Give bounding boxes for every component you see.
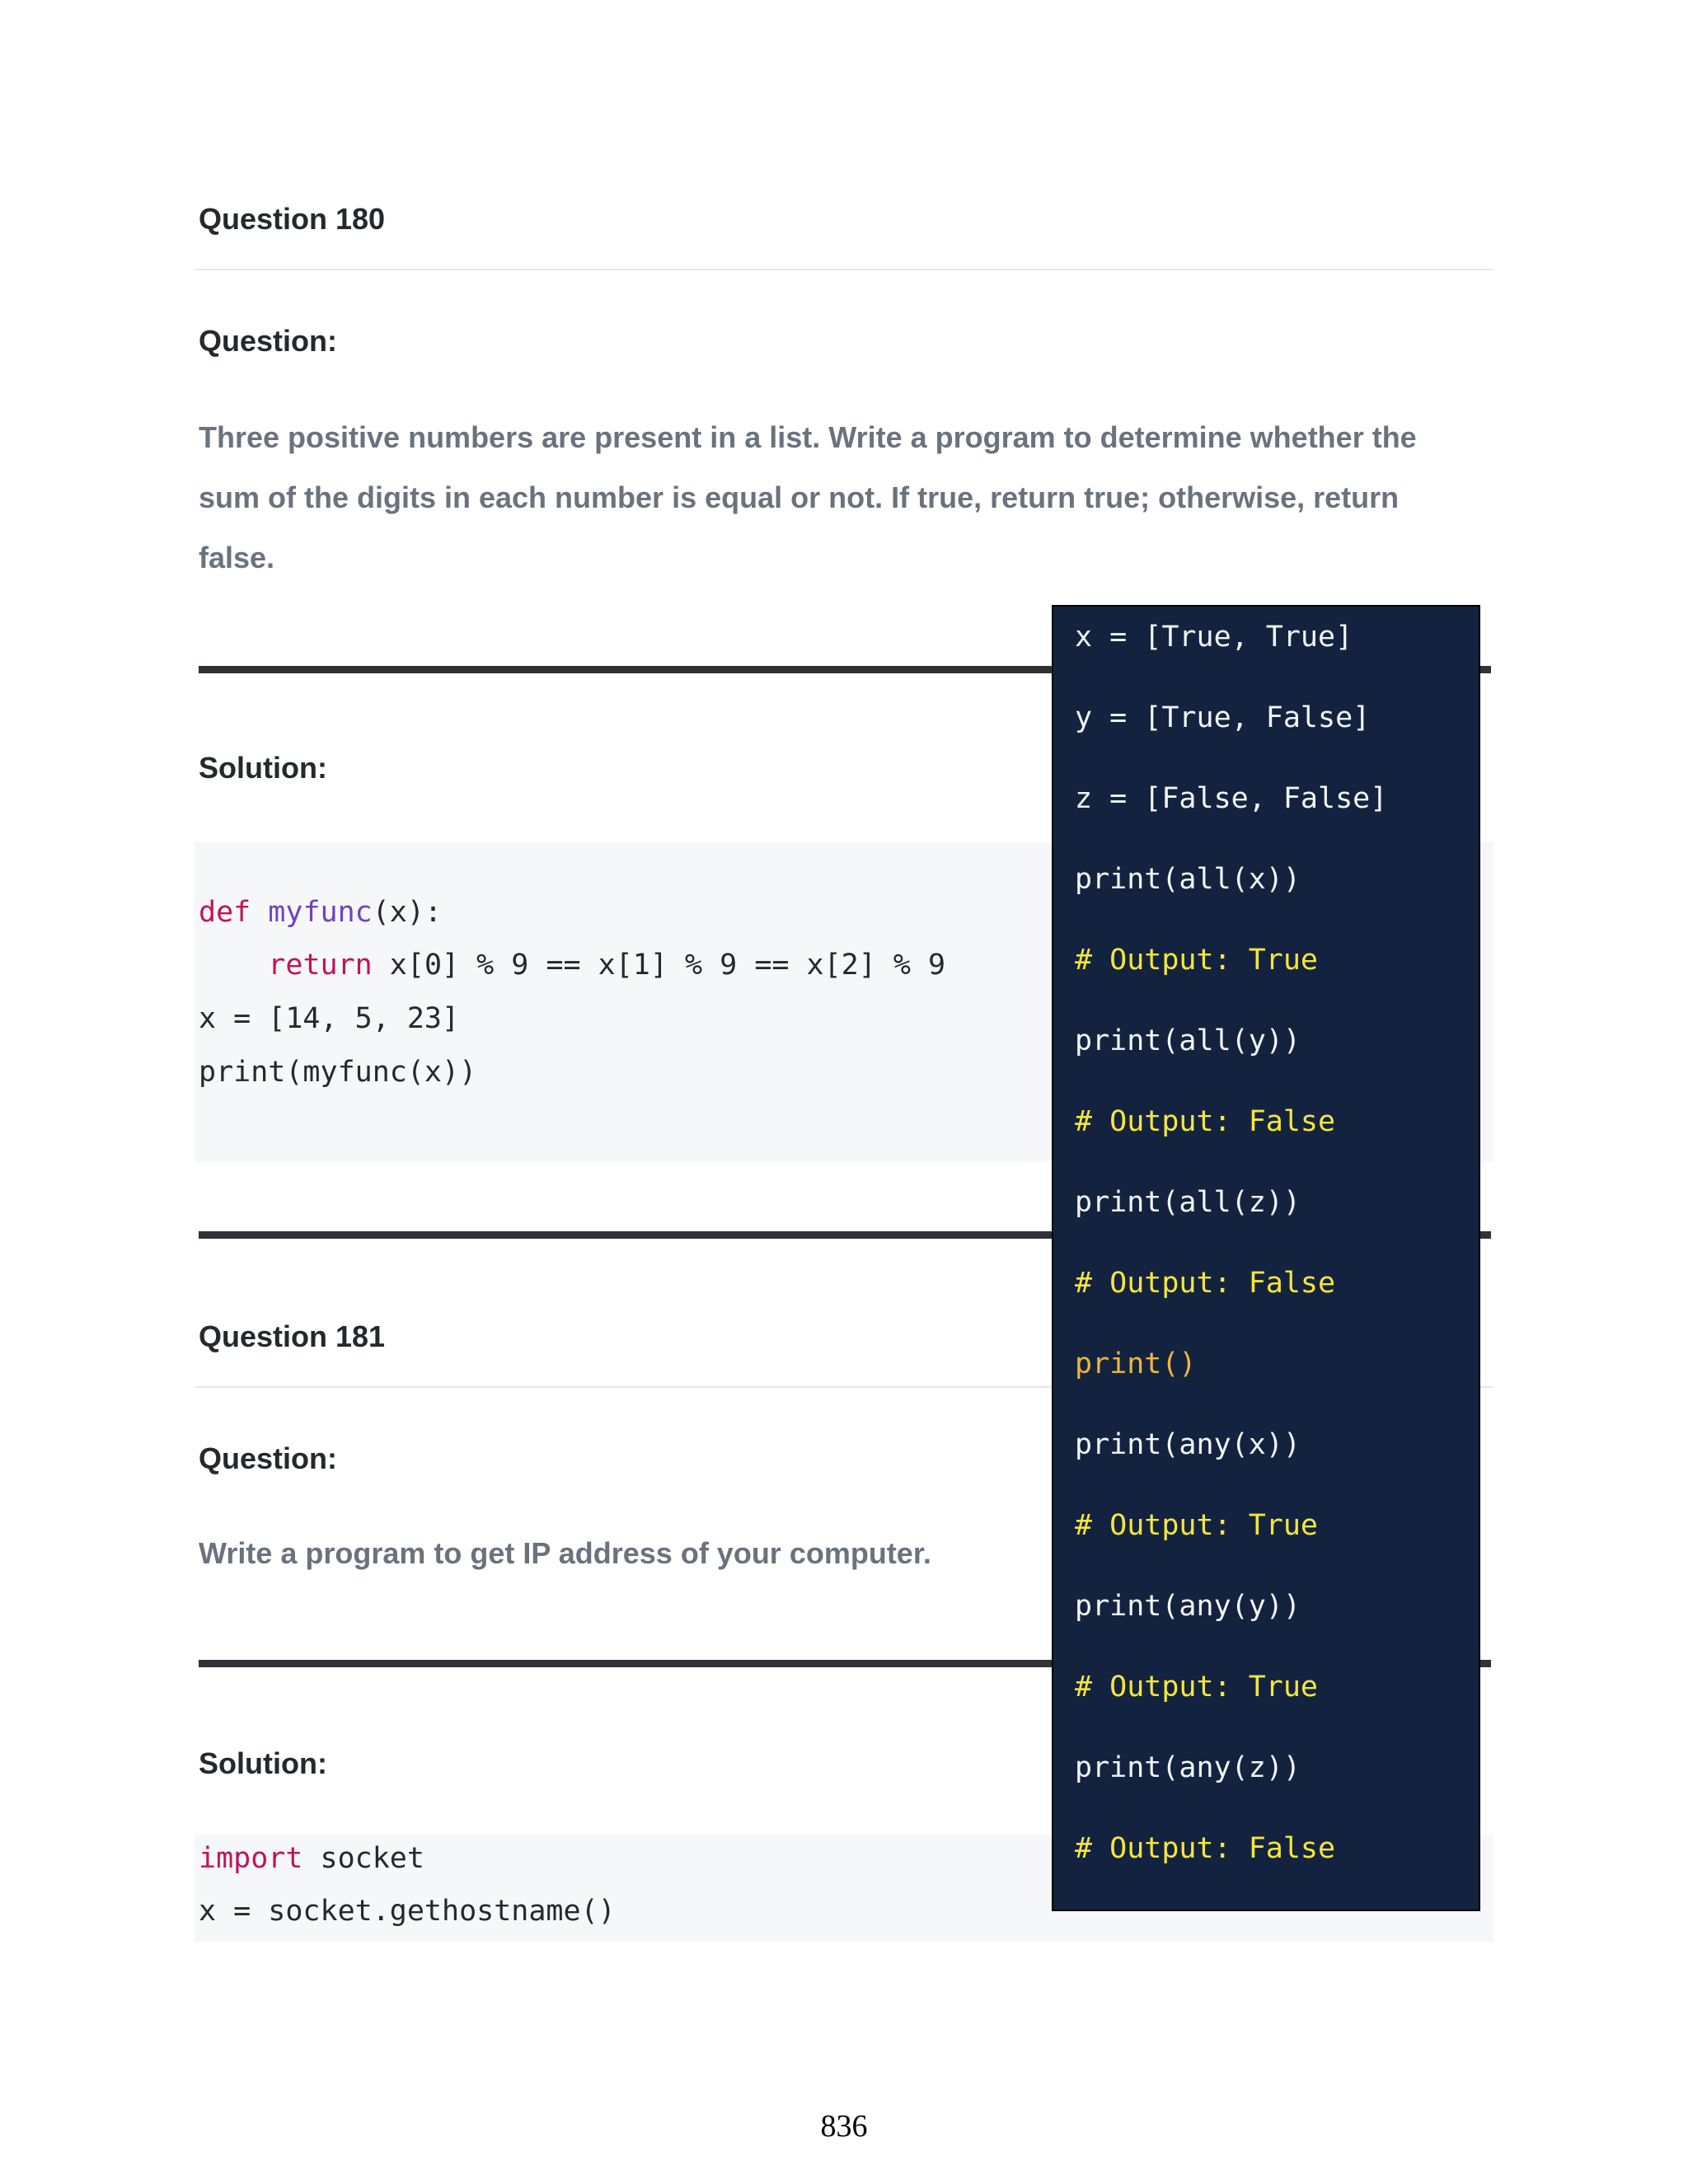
overlay-code-line: y = [True, False]	[1075, 701, 1371, 734]
code-keyword: import	[199, 1842, 303, 1875]
question-text-line: sum of the digits in each number is equal or not. If true, return true; otherwise, return	[199, 480, 1400, 514]
question-label: Question:	[199, 1441, 337, 1475]
overlay-comment-line: # Output: True	[1075, 1509, 1319, 1542]
code-keyword: return	[268, 949, 373, 982]
overlay-code-line: print(any(y))	[1075, 1590, 1301, 1623]
overlay-comment-line: # Output: True	[1075, 1671, 1319, 1704]
code-text: socket	[302, 1842, 424, 1875]
title-divider	[195, 269, 1493, 270]
overlay-code-line: print(all(x))	[1075, 863, 1301, 896]
overlay-code-line: print(any(x))	[1075, 1428, 1301, 1461]
overlay-code-line: print(any(z))	[1075, 1751, 1301, 1784]
code-text: (x):	[372, 896, 443, 929]
code-text: x[0] % 9 == x[1] % 9 == x[2] % 9	[372, 949, 946, 982]
code-line: print(myfunc(x))	[199, 1056, 477, 1089]
code-line	[199, 1844, 424, 1873]
code-indent	[199, 949, 268, 982]
overlay-code-panel	[1052, 605, 1480, 1911]
code-keyword: def	[199, 896, 251, 929]
code-line: x = [14, 5, 23]	[199, 1002, 460, 1035]
overlay-comment-line: # Output: False	[1075, 1105, 1336, 1138]
overlay-code-line: print(all(z))	[1075, 1186, 1301, 1219]
question-text-line: Write a program to get IP address of your computer.	[199, 1536, 931, 1570]
question-label: Question:	[199, 324, 337, 358]
question-text-line: false.	[199, 541, 275, 574]
overlay-code-line: print(all(y))	[1075, 1024, 1301, 1057]
question-text-line: Three positive numbers are present in a list. Write a program to determine whether the	[199, 420, 1417, 454]
code-function-name: myfunc	[268, 896, 373, 929]
question-181-title: Question 181	[199, 1319, 386, 1353]
code-line	[199, 898, 442, 927]
overlay-comment-line: # Output: False	[1075, 1832, 1336, 1865]
solution-label: Solution:	[199, 751, 327, 785]
overlay-comment-line: # Output: False	[1075, 1267, 1336, 1300]
question-180-text	[199, 407, 1484, 588]
code-line: x = socket.gethostname()	[199, 1895, 616, 1928]
solution-label: Solution:	[199, 1746, 327, 1780]
code-line	[199, 951, 945, 980]
page-number: 836	[820, 2109, 868, 2144]
overlay-comment-line: # Output: True	[1075, 944, 1319, 977]
overlay-code-line: x = [True, True]	[1075, 621, 1353, 654]
overlay-code-line: print()	[1075, 1347, 1197, 1380]
question-180-title: Question 180	[199, 202, 386, 236]
overlay-code-line: z = [False, False]	[1075, 782, 1388, 815]
